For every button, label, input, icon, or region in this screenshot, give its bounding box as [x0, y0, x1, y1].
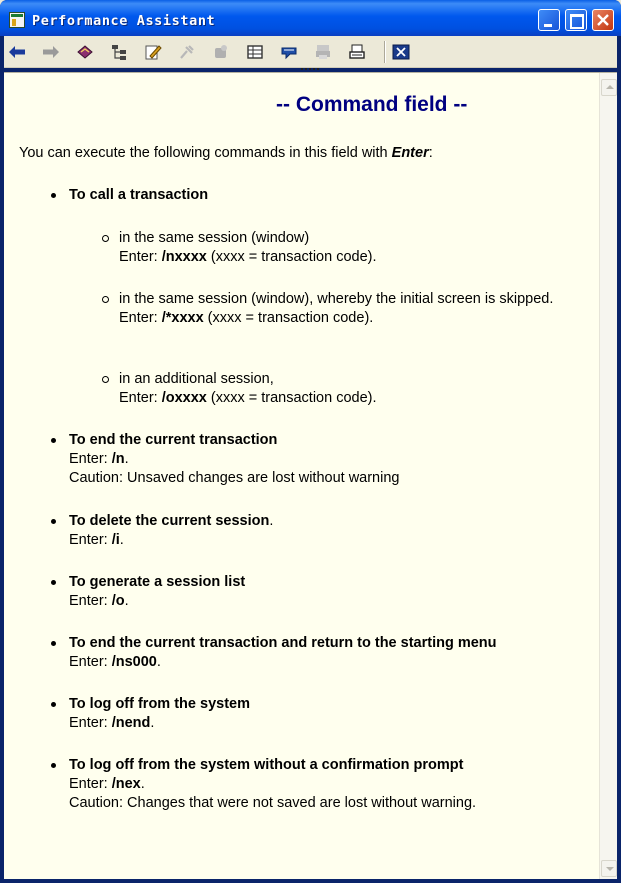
page-title: -- Command field --: [276, 93, 468, 116]
command-note: (xxxx = transaction code).: [206, 249, 377, 265]
maximize-button[interactable]: [565, 9, 587, 31]
enter-label: Enter:: [69, 593, 112, 609]
command-suffix: .: [140, 776, 145, 792]
intro-text: [19, 144, 433, 163]
heading-suffix: .: [269, 513, 274, 529]
list-item-log-off: [69, 695, 589, 733]
intro-suffix: :: [428, 145, 433, 161]
enter-label: Enter:: [69, 451, 112, 467]
technical-info-icon[interactable]: [177, 42, 197, 62]
command-suffix: .: [124, 593, 129, 609]
sub-item-additional-session: [119, 370, 559, 408]
title-bar[interactable]: [0, 0, 621, 36]
window-close-button[interactable]: [592, 9, 614, 31]
command-heading: To end the current transaction and return to the starting menu: [69, 635, 497, 651]
list-item-log-off-no-prompt: [69, 756, 589, 813]
command-code: /oxxxx: [161, 390, 207, 406]
enter-label: Enter:: [69, 654, 112, 670]
call-transaction-heading: To call a transaction: [69, 187, 209, 203]
tree-structure-icon[interactable]: [109, 42, 129, 62]
enter-label: Enter:: [119, 390, 162, 406]
book-icon[interactable]: [75, 42, 95, 62]
command-suffix: .: [150, 715, 155, 731]
close-icon[interactable]: [391, 42, 411, 62]
command-code: /*xxxx: [161, 310, 204, 326]
sub-item-text: in the same session (window), whereby the initial screen is skipped.: [119, 291, 554, 307]
forward-arrow-icon[interactable]: [41, 42, 61, 62]
sub-item-same-session: [119, 229, 559, 267]
intro-enter-word: Enter: [391, 145, 429, 161]
command-code: /nex: [111, 776, 141, 792]
list-item-call-transaction: [69, 186, 589, 205]
list-item-return-to-menu: [69, 634, 589, 672]
enter-label: Enter:: [119, 310, 162, 326]
command-note: (xxxx = transaction code).: [206, 390, 377, 406]
print-preview-icon[interactable]: [313, 42, 333, 62]
glossary-icon[interactable]: [279, 42, 299, 62]
command-heading: To generate a session list: [69, 574, 246, 590]
toolbar: [4, 36, 617, 68]
command-suffix: .: [124, 451, 129, 467]
command-heading: To delete the current session: [69, 513, 270, 529]
intro-prefix: You can execute the following commands in this field with: [19, 145, 392, 161]
vertical-scrollbar[interactable]: [599, 73, 617, 879]
command-code: /o: [111, 593, 125, 609]
scroll-down-button[interactable]: [601, 860, 617, 877]
close-x-icon: [597, 14, 609, 26]
help-content-pane[interactable]: [4, 72, 617, 879]
command-suffix: .: [119, 532, 124, 548]
command-code: /n: [111, 451, 125, 467]
enter-label: Enter:: [119, 249, 162, 265]
sub-item-text: in the same session (window): [119, 230, 310, 246]
scroll-up-button[interactable]: [601, 79, 617, 96]
list-item-session-list: [69, 573, 589, 611]
window-title: Performance Assistant: [32, 13, 216, 29]
enter-label: Enter:: [69, 715, 112, 731]
back-arrow-icon[interactable]: [7, 42, 27, 62]
toolbar-separator: [384, 41, 386, 63]
print-icon[interactable]: [347, 42, 367, 62]
command-code: /ns000: [111, 654, 157, 670]
caution-text: Caution: Changes that were not saved are lost without warning.: [69, 795, 477, 811]
table-icon[interactable]: [245, 42, 265, 62]
app-icon[interactable]: [9, 12, 25, 28]
minimize-button[interactable]: [538, 9, 560, 31]
command-heading: To end the current transaction: [69, 432, 278, 448]
command-note: (xxxx = transaction code).: [203, 310, 374, 326]
command-suffix: .: [156, 654, 161, 670]
enter-label: Enter:: [69, 532, 112, 548]
command-code: /nxxxx: [161, 249, 207, 265]
sub-item-text: in an additional session,: [119, 371, 274, 387]
hint-icon[interactable]: [211, 42, 231, 62]
edit-icon[interactable]: [143, 42, 163, 62]
command-heading: To log off from the system without a confirmation prompt: [69, 757, 464, 773]
command-heading: To log off from the system: [69, 696, 250, 712]
command-code: /nend: [111, 715, 151, 731]
command-code: /i: [111, 532, 120, 548]
enter-label: Enter:: [69, 776, 112, 792]
caution-text: Caution: Unsaved changes are lost without warning: [69, 470, 400, 486]
list-item-delete-session: [69, 512, 589, 550]
list-item-end-transaction: [69, 431, 589, 488]
sub-item-skip-initial-screen: [119, 290, 559, 328]
